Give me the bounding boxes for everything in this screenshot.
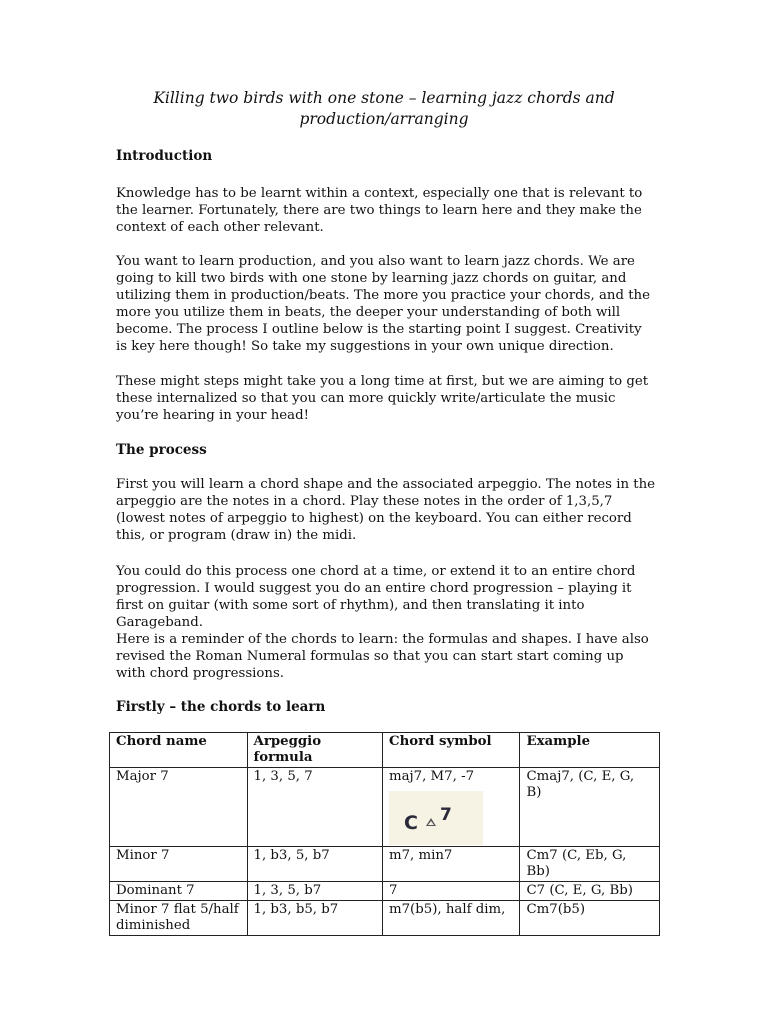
- table-cell: C7 (C, E, G, Bb): [520, 882, 660, 901]
- symbol-text: maj7, M7, -7: [388, 769, 475, 784]
- table-row: [110, 847, 660, 882]
- table-row: [110, 768, 660, 847]
- table-cell: Cmaj7, (C, E, G, B): [520, 768, 660, 847]
- table-cell-symbol: [382, 768, 520, 847]
- process-heading: The process: [116, 442, 207, 458]
- table-cell: 1, 3, 5, b7: [247, 882, 382, 901]
- table-cell: 1, 3, 5, 7: [247, 768, 382, 847]
- header-chord-symbol: Chord symbol: [382, 733, 520, 768]
- table-cell: Cm7(b5): [520, 901, 660, 936]
- symbol-letter: C: [403, 812, 418, 834]
- table-cell: 1, b3, b5, b7: [247, 901, 382, 936]
- table-cell: 1, b3, 5, b7: [247, 847, 382, 882]
- intro-paragraph-2: You want to learn production, and you also want to learn jazz chords. We are going to kill two birds with one stone by learning jazz chords on guitar, and utilizing them in production/beats. The more you practice your chords, and the more you utilize them in beats, the deeper your understanding of both will become. The process I outline below is the starting point I suggest. Creativity is key here though! So take my suggestions in your own unique direction.: [116, 254, 650, 354]
- table-row: [110, 901, 660, 936]
- major7-symbol-image: [389, 791, 483, 845]
- header-example: Example: [520, 733, 660, 768]
- table-cell: Minor 7: [110, 847, 248, 882]
- table-cell: m7, min7: [382, 847, 520, 882]
- table-cell: Cm7 (C, Eb, G, Bb): [520, 847, 660, 882]
- table-cell: m7(b5), half dim,: [382, 901, 520, 936]
- table-cell: 7: [382, 882, 520, 901]
- introduction-heading: Introduction: [116, 148, 213, 164]
- process-paragraph-1: First you will learn a chord shape and the associated arpeggio. The notes in the arpeggio are the notes in a chord. Play these notes in the order of 1,3,5,7 (lowest notes of arpeggio to highest) on the keyboard. You can either record this, or program (draw in) the midi.: [116, 477, 656, 543]
- chords-table: [109, 732, 660, 936]
- table-cell: Minor 7 flat 5/half diminished: [110, 901, 248, 936]
- process-paragraph-2: You could do this process one chord at a time, or extend it to an entire chord progression. I would suggest you do an entire chord progression – playing it first on guitar (with some sort of rhythm), and then translating it into Garageband.: [116, 564, 636, 630]
- table-row: [110, 882, 660, 901]
- table-cell: Major 7: [110, 768, 248, 847]
- symbol-number: 7: [439, 805, 452, 825]
- process-paragraph-3: Here is a reminder of the chords to learn: the formulas and shapes. I have also revised the Roman Numeral formulas so that you can start start coming up with chord progressions.: [116, 632, 649, 681]
- intro-paragraph-3: These might steps might take you a long time at first, but we are aiming to get these internalized so that you can more quickly write/articulate the music you’re hearing in your head!: [116, 374, 649, 423]
- intro-paragraph-1: Knowledge has to be learnt within a context, especially one that is relevant to the learner. Fortunately, there are two things to learn here and they make the context of each other relevant.: [116, 186, 643, 235]
- header-arpeggio-formula: Arpeggio formula: [247, 733, 382, 768]
- title-line-1: Killing two birds with one stone – learning jazz chords and: [153, 89, 615, 107]
- table-cell: Dominant 7: [110, 882, 248, 901]
- title-line-2: production/arranging: [299, 110, 469, 128]
- document-title: [100, 88, 668, 130]
- table-header-row: [110, 733, 660, 768]
- chords-heading: Firstly – the chords to learn: [116, 699, 326, 715]
- header-chord-name: Chord name: [110, 733, 248, 768]
